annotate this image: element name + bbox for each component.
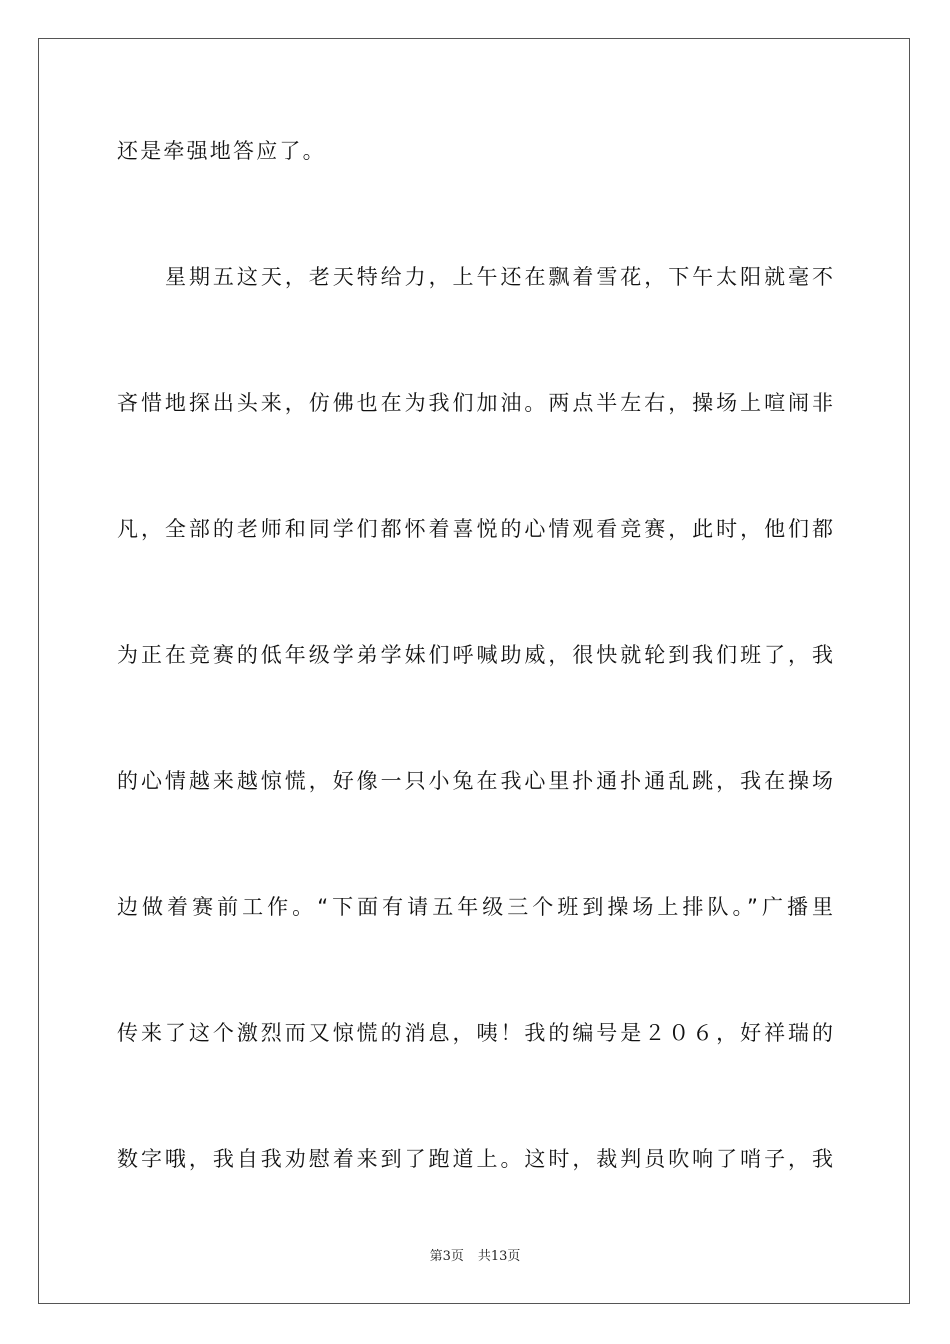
page-footer [0, 1248, 950, 1266]
body-text-line: 还是牵强地答应了。 [117, 139, 326, 163]
body-text-line: 星期五这天，老天特给力，上午还在飘着雪花，下午太阳就毫不 [165, 265, 833, 289]
body-text-line: 为正在竞赛的低年级学弟学妹们呼喊助威，很快就轮到我们班了，我 [117, 643, 833, 667]
body-text-line: 吝惜地探出头来，仿佛也在为我们加油。两点半左右，操场上喧闹非 [117, 391, 833, 415]
page-border [38, 38, 910, 1304]
page-total: 共13页 [477, 1249, 521, 1264]
body-text-line: 数字哦，我自我劝慰着来到了跑道上。这时，裁判员吹响了哨子，我 [117, 1147, 833, 1171]
body-text-line: 边做着赛前工作。“下面有请五年级三个班到操场上排队。”广播里 [117, 895, 833, 919]
body-text-line: 传来了这个激烈而又惊慌的消息，咦！我的编号是２０６，好祥瑞的 [117, 1021, 833, 1045]
body-text-line: 凡，全部的老师和同学们都怀着喜悦的心情观看竞赛，此时，他们都 [117, 517, 833, 541]
body-text-line: 的心情越来越惊慌，好像一只小兔在我心里扑通扑通乱跳，我在操场 [117, 769, 833, 793]
page-number: 第3页 [429, 1249, 464, 1264]
